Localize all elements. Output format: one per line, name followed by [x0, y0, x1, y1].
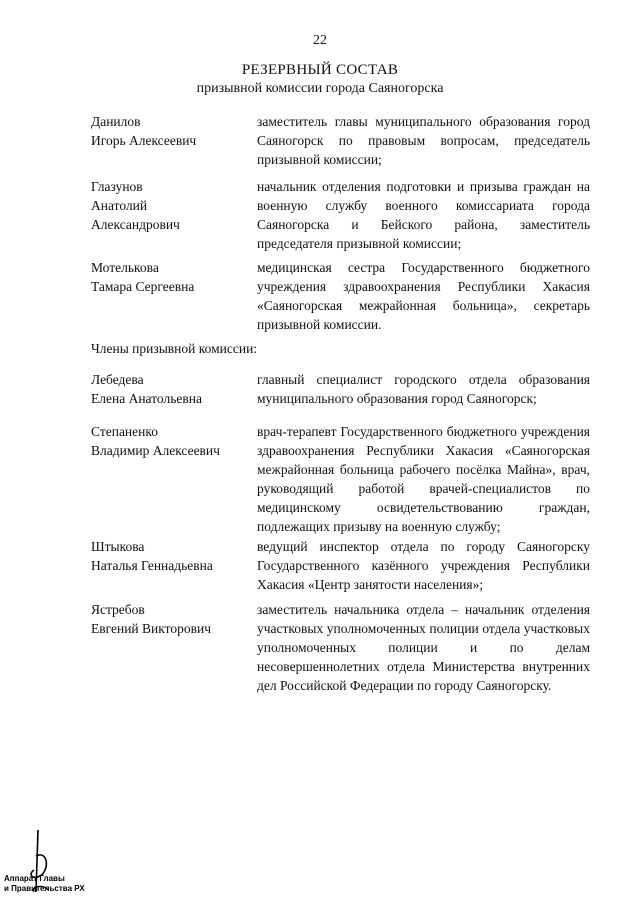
person-entry-secretary — [91, 258, 591, 334]
person-entry-deputy-chairman — [91, 177, 591, 253]
given-name: Анатолий — [91, 198, 148, 213]
given-names: Владимир Алексеевич — [91, 443, 220, 458]
person-name — [91, 537, 257, 594]
person-name — [91, 422, 257, 536]
person-role: врач-терапевт Государственного бюджетного учреждения здравоохранения Республики Хакасия «Саяногорская межрайонная больница рабочего посёлка Майна», врач, руководящий работой врачей-специалистов по медицинскому освидетельствованию граждан, подлежащих призыву на военную службу; — [257, 424, 590, 534]
member-entry — [91, 370, 591, 408]
member-entry — [91, 600, 591, 695]
person-role: начальник отделения подготовки и призыва граждан на военную службу военного комиссариата города Саяногорска и Бейского района, заместитель председателя призывной комиссии; — [257, 179, 590, 251]
surname: Ястребов — [91, 602, 145, 617]
surname: Данилов — [91, 114, 141, 129]
person-role: заместитель главы муниципального образования город Саяногорск по правовым вопросам, председатель призывной комиссии; — [257, 114, 590, 167]
person-entry-chairman — [91, 112, 591, 169]
given-names: Игорь Алексеевич — [91, 133, 197, 148]
member-entry — [91, 422, 591, 536]
patronymic: Александрович — [91, 217, 180, 232]
surname: Штыкова — [91, 539, 145, 554]
document-subtitle: призывной комиссии города Саяногорска — [196, 81, 444, 96]
given-names: Елена Анатольевна — [91, 391, 202, 406]
surname: Степаненко — [91, 424, 158, 439]
approval-stamp — [4, 826, 114, 896]
stamp-line-1: Аппарат Главы — [4, 874, 65, 883]
person-role: ведущий инспектор отдела по городу Саяногорску Государственного казённого учреждения Республики Хакасия «Центр занятости населения»; — [257, 539, 590, 592]
person-name — [91, 600, 257, 695]
page-number: 22 — [313, 33, 327, 48]
surname: Мотелькова — [91, 260, 159, 275]
person-role: заместитель начальника отдела – начальник отделения участковых уполномоченных полиции отдела участковых уполномоченных полиции и по делам несовершеннолетних отдела Министерства внутренних дел Российской Федерации по городу Саяногорску. — [257, 602, 590, 693]
person-name — [91, 112, 257, 169]
person-name — [91, 258, 257, 334]
member-entry — [91, 537, 591, 594]
document-title: РЕЗЕРВНЫЙ СОСТАВ — [241, 62, 399, 78]
given-names: Тамара Сергеевна — [91, 279, 195, 294]
person-role: медицинская сестра Государственного бюджетного учреждения здравоохранения Республики Хакасия «Саяногорская межрайонная больница», секретарь призывной комиссии. — [257, 260, 590, 332]
given-names: Евгений Викторович — [91, 621, 211, 636]
surname: Лебедева — [91, 372, 144, 387]
person-name — [91, 177, 257, 253]
given-names: Наталья Геннадьевна — [91, 558, 213, 573]
person-name — [91, 370, 257, 408]
stamp-line-2: и Правительства РХ — [4, 884, 85, 893]
surname: Глазунов — [91, 179, 143, 194]
person-role: главный специалист городского отдела образования муниципального образования город Саяногорск; — [257, 372, 590, 406]
members-section-label: Члены призывной комиссии: — [91, 341, 258, 356]
